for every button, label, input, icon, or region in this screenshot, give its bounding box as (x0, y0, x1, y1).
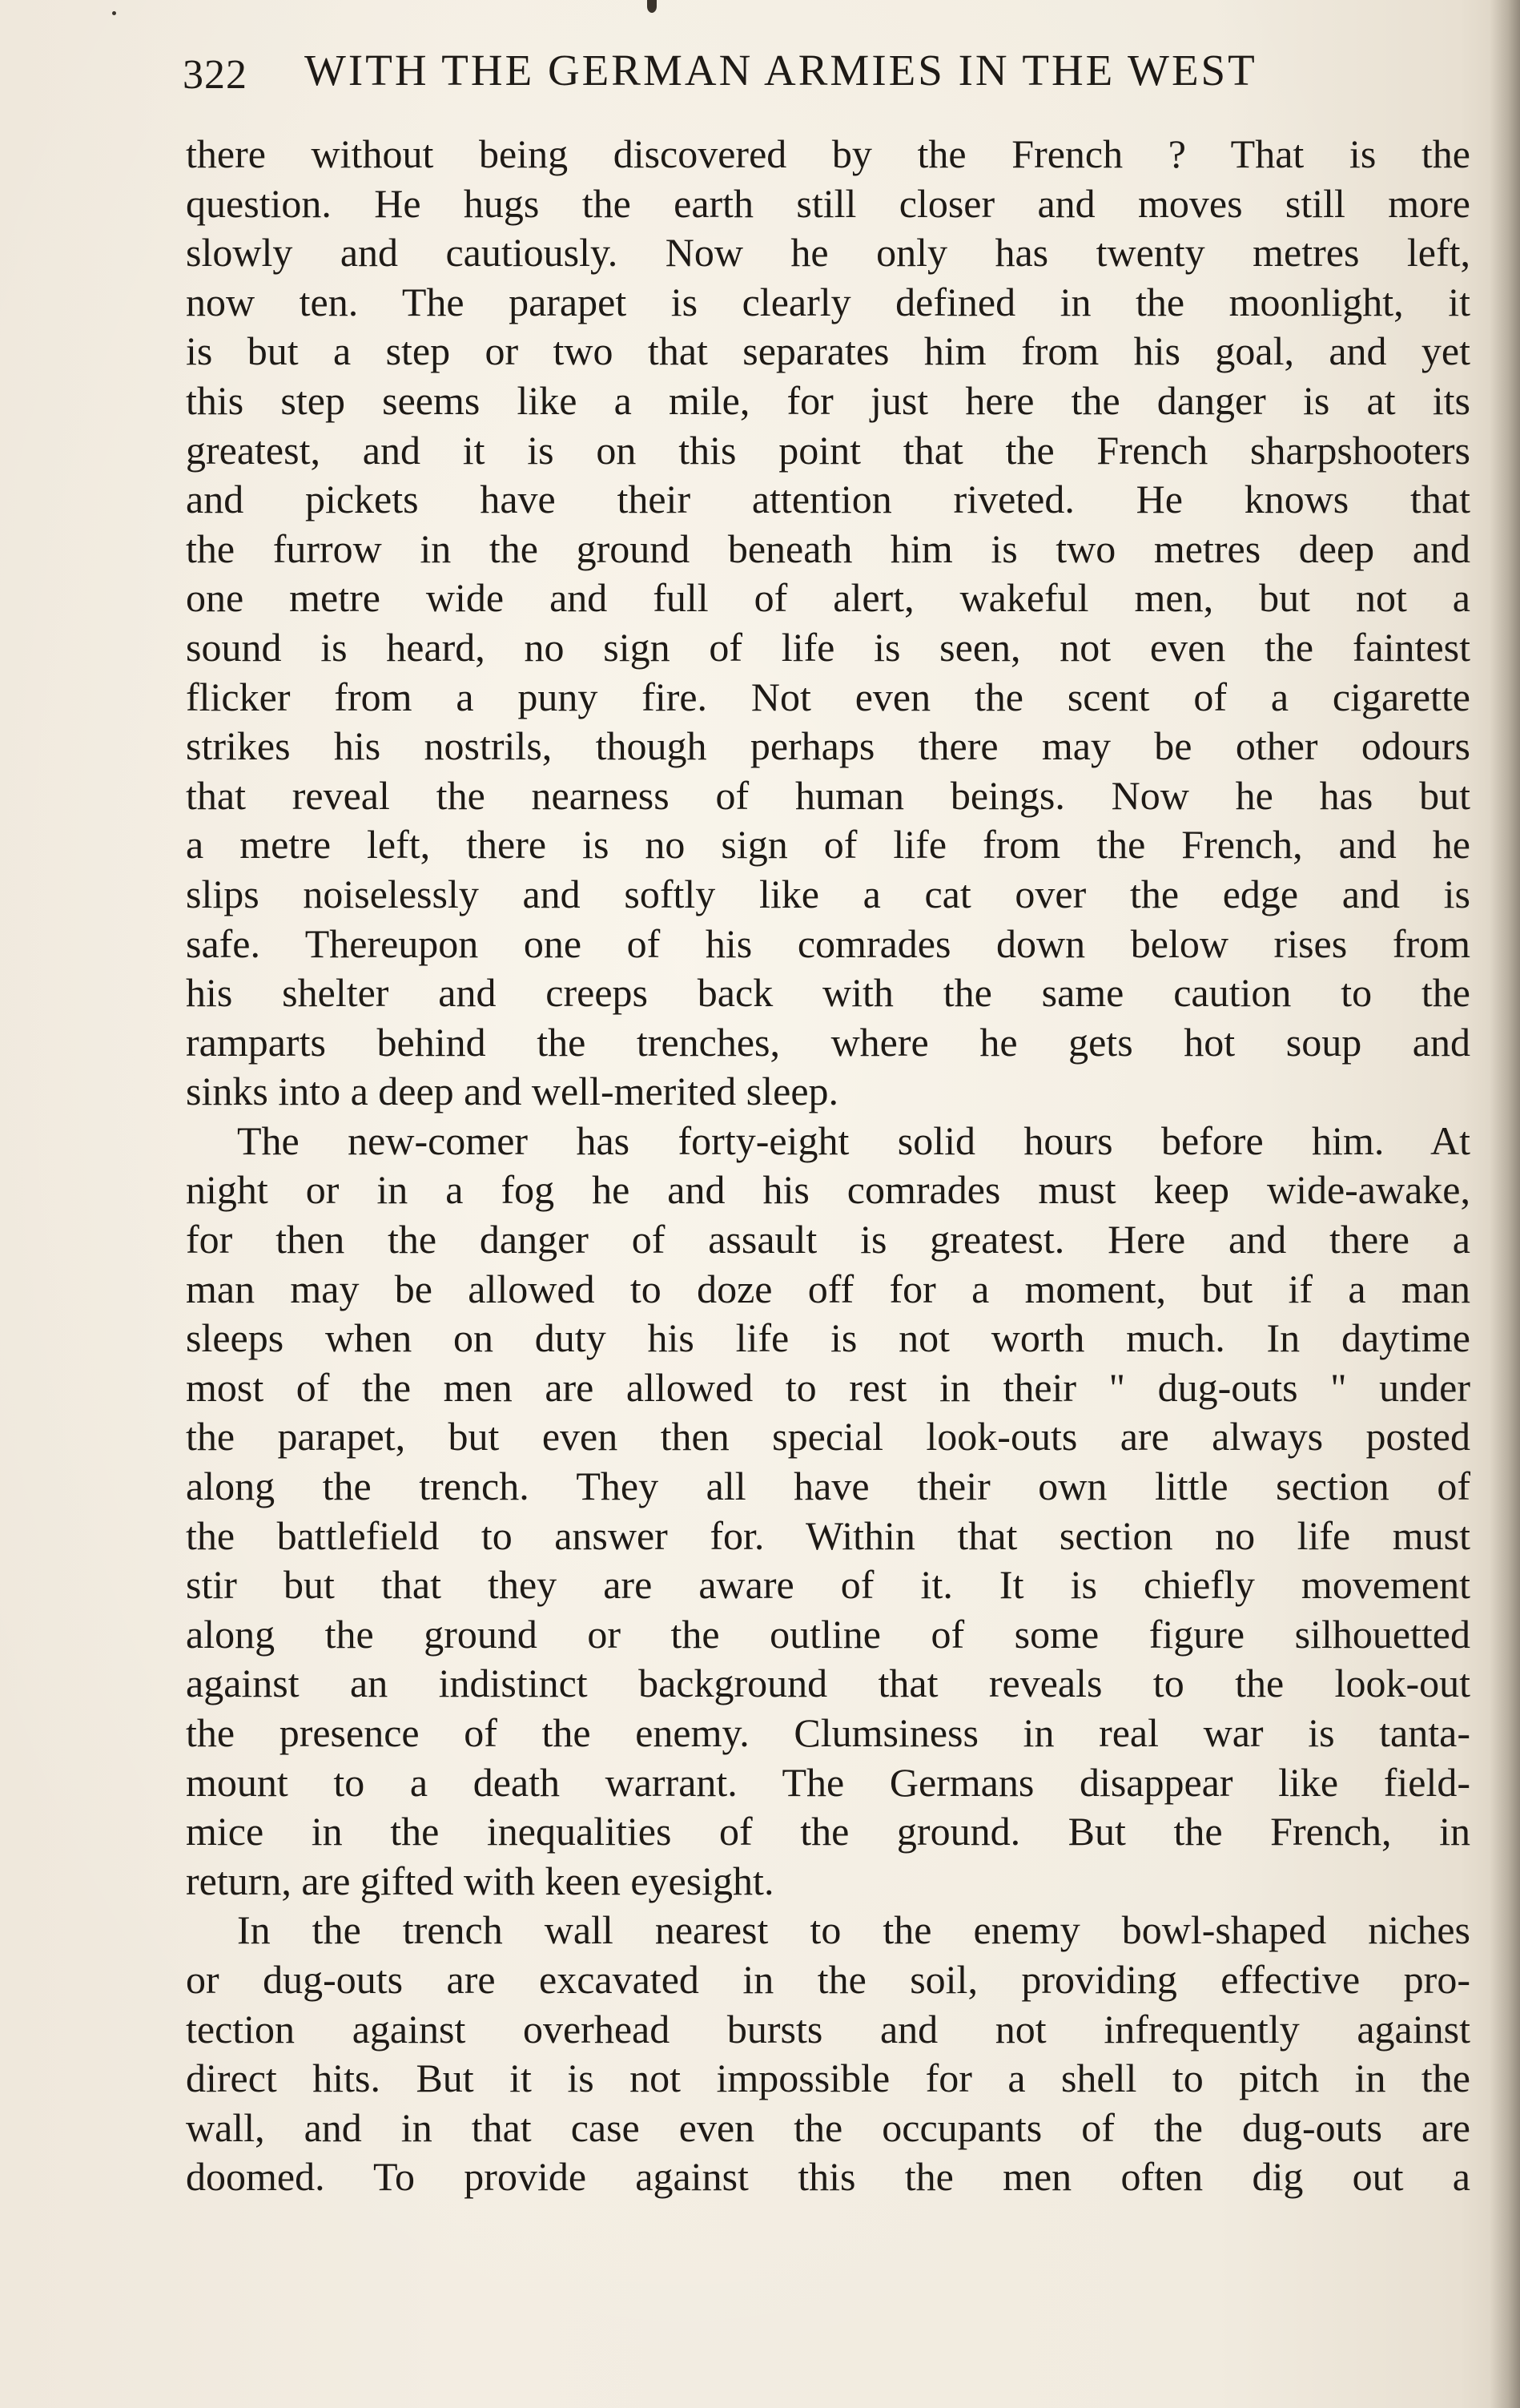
text-line: the furrow in the ground beneath him is two metres deep and (186, 525, 1470, 571)
text-line: sinks into a deep and well-merited sleep. (186, 1069, 839, 1114)
text-line: The new-comer has forty-eight solid hours before him. At (237, 1117, 1470, 1163)
text-line: the parapet, but even then special look-outs are always posted (186, 1414, 1470, 1460)
paragraph (186, 130, 1470, 1117)
text-line: mount to a death warrant. The Germans disappear like field- (186, 1759, 1470, 1805)
text-line: slips noiselessly and softly like a cat over the edge and is (186, 871, 1470, 916)
text-line: there without being discovered by the French ? That is the (186, 131, 1470, 176)
text-line: return, are gifted with keen eyesight. (186, 1858, 774, 1903)
text-line: against an indistinct background that reveals to the look-out (186, 1661, 1470, 1706)
text-line: sound is heard, no sign of life is seen, not even the faintest (186, 624, 1470, 670)
running-title: WITH THE GERMAN ARMIES IN THE WEST (304, 46, 1257, 95)
text-line: that reveal the nearness of human beings. Now he has but (186, 772, 1470, 818)
spine-shadow (1490, 0, 1520, 2408)
text-line: one metre wide and full of alert, wakeful men, but not a (186, 575, 1470, 621)
text-line: night or in a fog he and his comrades must keep wide-awake, (186, 1167, 1470, 1213)
text-line: slowly and cautiously. Now he only has twenty metres left, (186, 230, 1470, 276)
text-line: ramparts behind the trenches, where he gets hot soup and (186, 1019, 1470, 1065)
text-line: safe. Thereupon one of his comrades down below rises from (186, 920, 1470, 966)
text-line: for then the danger of assault is greatest. Here and there a (186, 1217, 1470, 1262)
text-line: this step seems like a mile, for just here the danger is at its (186, 377, 1470, 423)
text-line: question. He hugs the earth still closer and moves still more (186, 180, 1470, 226)
paragraph (186, 1906, 1470, 2202)
text-line: man may be allowed to doze off for a moment, but if a man (186, 1266, 1470, 1311)
page-number: 322 (183, 52, 247, 98)
text-line: a metre left, there is no sign of life from the French, and he (186, 822, 1470, 868)
text-line: mice in the inequalities of the ground. But the French, in (186, 1809, 1470, 1854)
text-line: doomed. To provide against this the men often dig out a (186, 2154, 1470, 2200)
text-line: the presence of the enemy. Clumsiness in real war is tanta- (186, 1710, 1470, 1755)
text-line: his shelter and creeps back with the same caution to the (186, 970, 1470, 1016)
text-line: most of the men are allowed to rest in their " dug-outs " under (186, 1364, 1470, 1410)
text-line: tection against overhead bursts and not infrequently against (186, 2006, 1470, 2052)
text-line: now ten. The parapet is clearly defined in the moonlight, it (186, 279, 1470, 324)
text-line: along the ground or the outline of some figure silhouetted (186, 1611, 1470, 1657)
paragraph (186, 1117, 1470, 1907)
text-line: or dug-outs are excavated in the soil, providing effective pro- (186, 1956, 1470, 2002)
text-line: strikes his nostrils, though perhaps there may be other odours (186, 723, 1470, 769)
text-line: is but a step or two that separates him from his goal, and yet (186, 328, 1470, 374)
text-line: greatest, and it is on this point that the French sharpshooters (186, 427, 1470, 473)
text-line: wall, and in that case even the occupants of the dug-outs are (186, 2104, 1470, 2150)
text-line: sleeps when on duty his life is not worth much. In daytime (186, 1315, 1470, 1361)
text-line: flicker from a puny fire. Not even the scent of a cigarette (186, 674, 1470, 719)
page-header (183, 42, 1400, 99)
text-line: the battlefield to answer for. Within that section no life must (186, 1512, 1470, 1558)
text-line: In the trench wall nearest to the enemy bowl-shaped niches (237, 1907, 1470, 1953)
paper-speck (647, 0, 657, 13)
text-line: along the trench. They all have their own little section of (186, 1464, 1470, 1509)
text-line: and pickets have their attention riveted. He knows that (186, 477, 1470, 522)
text-line: direct hits. But it is not impossible for a shell to pitch in the (186, 2056, 1470, 2101)
body-text (186, 130, 1470, 2202)
text-line: stir but that they are aware of it. It is chiefly movement (186, 1562, 1470, 1608)
paper-speck (112, 11, 116, 15)
